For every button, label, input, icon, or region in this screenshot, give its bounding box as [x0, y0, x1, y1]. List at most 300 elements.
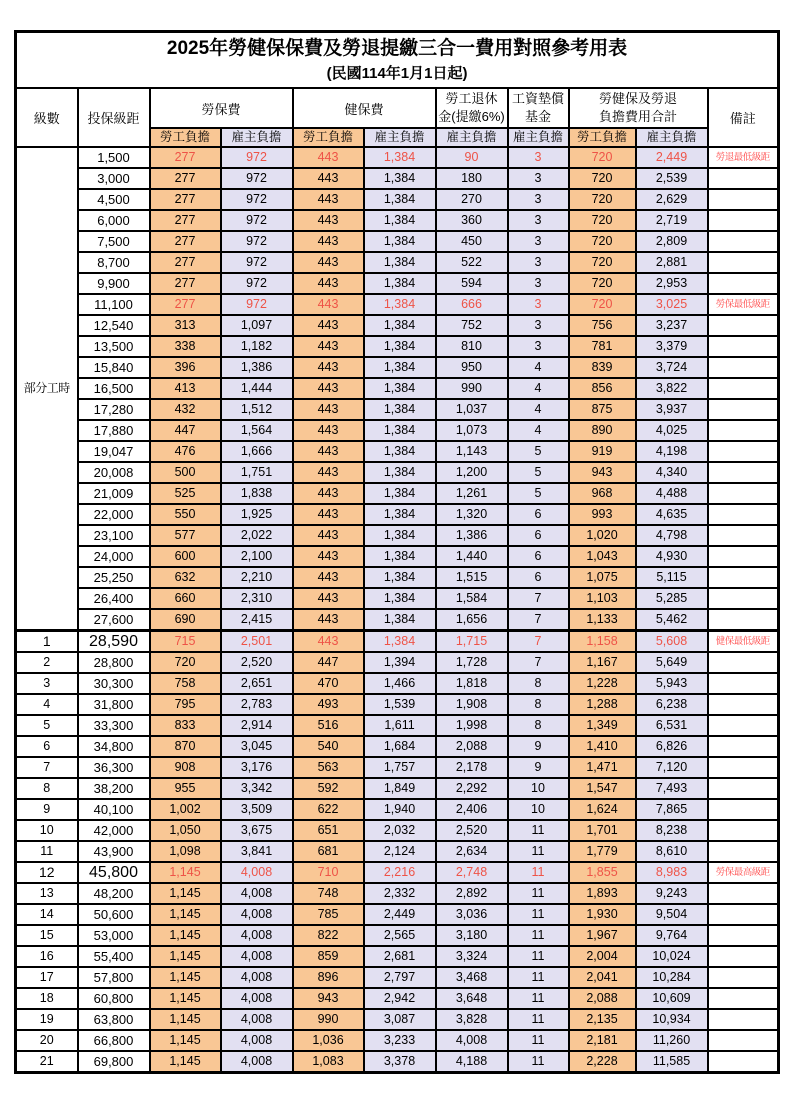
- labor-employee-cell: 476: [150, 441, 221, 462]
- labor-employer-cell: 2,310: [221, 588, 293, 609]
- health-employer-cell: 1,849: [364, 778, 436, 799]
- health-employee-cell: 443: [293, 399, 364, 420]
- labor-employer-cell: 4,008: [221, 1009, 293, 1030]
- total-employer-cell: 3,822: [636, 378, 708, 399]
- col-header-total: [569, 88, 708, 128]
- total-employer-cell: 4,488: [636, 483, 708, 504]
- pension-employer-cell: 522: [436, 252, 508, 273]
- level-cell: 13: [16, 883, 78, 904]
- table-row: [16, 336, 779, 357]
- bracket-cell: 53,000: [78, 925, 150, 946]
- remark-cell: [708, 799, 779, 820]
- health-employee-cell: 443: [293, 273, 364, 294]
- remark-cell: [708, 210, 779, 231]
- total-employee-cell: 720: [569, 252, 636, 273]
- remark-cell: [708, 652, 779, 673]
- table-row: [16, 715, 779, 736]
- total-employee-cell: 968: [569, 483, 636, 504]
- pension-employer-cell: 1,515: [436, 567, 508, 588]
- health-employee-cell: 443: [293, 546, 364, 567]
- remark-cell: [708, 588, 779, 609]
- wage-fund-employer-cell: 11: [508, 1009, 569, 1030]
- table-row: [16, 757, 779, 778]
- remark-cell: [708, 778, 779, 799]
- health-employee-cell: 443: [293, 189, 364, 210]
- remark-cell: [708, 988, 779, 1009]
- health-employer-cell: 1,384: [364, 147, 436, 168]
- total-employer-cell: 7,865: [636, 799, 708, 820]
- health-employer-cell: 1,384: [364, 252, 436, 273]
- remark-cell: [708, 336, 779, 357]
- wage-fund-employer-cell: 3: [508, 231, 569, 252]
- health-employee-cell: 443: [293, 336, 364, 357]
- health-employer-cell: 3,233: [364, 1030, 436, 1051]
- level-cell: 20: [16, 1030, 78, 1051]
- labor-employee-cell: 600: [150, 546, 221, 567]
- bracket-cell: 17,280: [78, 399, 150, 420]
- wage-fund-employer-cell: 10: [508, 778, 569, 799]
- health-employee-cell: 785: [293, 904, 364, 925]
- wage-fund-employer-cell: 4: [508, 420, 569, 441]
- pension-employer-cell: 2,178: [436, 757, 508, 778]
- remark-cell: [708, 189, 779, 210]
- health-employee-cell: 710: [293, 862, 364, 883]
- remark-cell: [708, 883, 779, 904]
- labor-employer-cell: 3,342: [221, 778, 293, 799]
- total-employer-cell: 10,284: [636, 967, 708, 988]
- total-employee-cell: 720: [569, 147, 636, 168]
- level-cell: 10: [16, 820, 78, 841]
- table-row: [16, 525, 779, 546]
- pension-employer-cell: 3,828: [436, 1009, 508, 1030]
- wage-fund-employer-cell: 11: [508, 883, 569, 904]
- labor-employer-cell: 2,651: [221, 673, 293, 694]
- labor-employee-cell: 955: [150, 778, 221, 799]
- bracket-cell: 9,900: [78, 273, 150, 294]
- pension-employer-cell: 450: [436, 231, 508, 252]
- wage-fund-employer-cell: 11: [508, 820, 569, 841]
- pension-employer-cell: 666: [436, 294, 508, 315]
- health-employer-cell: 1,384: [364, 483, 436, 504]
- table-row: [16, 567, 779, 588]
- wage-fund-employer-cell: 3: [508, 273, 569, 294]
- bracket-cell: 23,100: [78, 525, 150, 546]
- table-row: [16, 1009, 779, 1030]
- total-employee-cell: 1,471: [569, 757, 636, 778]
- table-row: [16, 378, 779, 399]
- remark-cell: [708, 546, 779, 567]
- bracket-cell: 26,400: [78, 588, 150, 609]
- col-header-wage-fund: [508, 88, 569, 128]
- labor-employer-cell: 2,783: [221, 694, 293, 715]
- health-employee-cell: 443: [293, 441, 364, 462]
- col-header-level: 級數: [16, 88, 78, 147]
- bracket-cell: 60,800: [78, 988, 150, 1009]
- health-employer-cell: 1,384: [364, 378, 436, 399]
- labor-employee-cell: 277: [150, 210, 221, 231]
- bracket-cell: 30,300: [78, 673, 150, 694]
- health-employee-cell: 990: [293, 1009, 364, 1030]
- total-employer-cell: 2,881: [636, 252, 708, 273]
- health-employee-cell: 859: [293, 946, 364, 967]
- remark-cell: [708, 315, 779, 336]
- bracket-cell: 48,200: [78, 883, 150, 904]
- table-row: [16, 231, 779, 252]
- total-employer-cell: 4,340: [636, 462, 708, 483]
- bracket-cell: 55,400: [78, 946, 150, 967]
- labor-employer-cell: 1,182: [221, 336, 293, 357]
- title-row: [16, 32, 779, 89]
- health-employee-cell: 592: [293, 778, 364, 799]
- pension-employer-cell: 990: [436, 378, 508, 399]
- table-row: [16, 315, 779, 336]
- health-employer-cell: 2,216: [364, 862, 436, 883]
- pension-employer-cell: 1,908: [436, 694, 508, 715]
- wage-fund-employer-cell: 11: [508, 925, 569, 946]
- remark-cell: [708, 441, 779, 462]
- labor-employee-cell: 632: [150, 567, 221, 588]
- bracket-cell: 69,800: [78, 1051, 150, 1073]
- table-row: [16, 988, 779, 1009]
- bracket-cell: 28,590: [78, 631, 150, 653]
- table-row: [16, 609, 779, 631]
- total-employer-cell: 5,462: [636, 609, 708, 631]
- table-row: [16, 1030, 779, 1051]
- labor-employee-cell: 277: [150, 252, 221, 273]
- level-cell: 6: [16, 736, 78, 757]
- total-employee-cell: 1,075: [569, 567, 636, 588]
- level-cell: 2: [16, 652, 78, 673]
- health-employer-cell: 1,384: [364, 441, 436, 462]
- labor-employer-cell: 4,008: [221, 862, 293, 883]
- bracket-cell: 45,800: [78, 862, 150, 883]
- labor-employee-cell: 277: [150, 231, 221, 252]
- bracket-cell: 17,880: [78, 420, 150, 441]
- level-cell: 3: [16, 673, 78, 694]
- header-line: 基金: [524, 109, 551, 124]
- remark-cell: [708, 420, 779, 441]
- remark-cell: [708, 820, 779, 841]
- level-cell: 19: [16, 1009, 78, 1030]
- table-row: [16, 147, 779, 168]
- pension-employer-cell: 1,143: [436, 441, 508, 462]
- pension-employer-cell: 950: [436, 357, 508, 378]
- bracket-cell: 13,500: [78, 336, 150, 357]
- table-row: [16, 820, 779, 841]
- wage-fund-employer-cell: 3: [508, 168, 569, 189]
- header-line: 工資墊償: [511, 91, 564, 106]
- pension-employer-cell: 90: [436, 147, 508, 168]
- total-employer-cell: 11,585: [636, 1051, 708, 1073]
- total-employee-cell: 2,181: [569, 1030, 636, 1051]
- wage-fund-employer-cell: 11: [508, 988, 569, 1009]
- pension-employer-cell: 752: [436, 315, 508, 336]
- total-employer-cell: 3,379: [636, 336, 708, 357]
- subheader-labor-employer: 雇主負擔: [221, 128, 293, 147]
- table-row: [16, 168, 779, 189]
- labor-employer-cell: 972: [221, 231, 293, 252]
- wage-fund-employer-cell: 3: [508, 336, 569, 357]
- health-employee-cell: 443: [293, 525, 364, 546]
- bracket-cell: 33,300: [78, 715, 150, 736]
- remark-cell: [708, 231, 779, 252]
- total-employer-cell: 6,531: [636, 715, 708, 736]
- total-employee-cell: 720: [569, 210, 636, 231]
- health-employer-cell: 1,384: [364, 210, 436, 231]
- wage-fund-employer-cell: 8: [508, 673, 569, 694]
- pension-employer-cell: 1,200: [436, 462, 508, 483]
- bracket-cell: 66,800: [78, 1030, 150, 1051]
- wage-fund-employer-cell: 11: [508, 841, 569, 862]
- labor-employee-cell: 690: [150, 609, 221, 631]
- table-row: [16, 778, 779, 799]
- health-employer-cell: 1,384: [364, 462, 436, 483]
- subheader-pension-employer: 雇主負擔: [436, 128, 508, 147]
- health-employee-cell: 1,036: [293, 1030, 364, 1051]
- table-row: [16, 357, 779, 378]
- fee-comparison-table: [14, 30, 780, 1074]
- remark-cell: [708, 462, 779, 483]
- total-employer-cell: 9,243: [636, 883, 708, 904]
- level-cell: 18: [16, 988, 78, 1009]
- health-employer-cell: 2,942: [364, 988, 436, 1009]
- labor-employee-cell: 1,050: [150, 820, 221, 841]
- health-employee-cell: 443: [293, 462, 364, 483]
- health-employee-cell: 443: [293, 588, 364, 609]
- table-row: [16, 504, 779, 525]
- health-employee-cell: 493: [293, 694, 364, 715]
- health-employer-cell: 1,384: [364, 315, 436, 336]
- bracket-cell: 12,540: [78, 315, 150, 336]
- total-employer-cell: 3,025: [636, 294, 708, 315]
- labor-employer-cell: 4,008: [221, 967, 293, 988]
- labor-employee-cell: 1,145: [150, 904, 221, 925]
- subheader-total-employer: 雇主負擔: [636, 128, 708, 147]
- health-employer-cell: 1,384: [364, 336, 436, 357]
- table-row: [16, 673, 779, 694]
- remark-cell: [708, 925, 779, 946]
- wage-fund-employer-cell: 7: [508, 652, 569, 673]
- pension-employer-cell: 2,088: [436, 736, 508, 757]
- table-row: [16, 189, 779, 210]
- labor-employee-cell: 1,002: [150, 799, 221, 820]
- total-employer-cell: 9,504: [636, 904, 708, 925]
- health-employee-cell: 443: [293, 504, 364, 525]
- health-employer-cell: 1,384: [364, 273, 436, 294]
- header-row-groups: [16, 88, 779, 128]
- pension-employer-cell: 3,180: [436, 925, 508, 946]
- wage-fund-employer-cell: 4: [508, 399, 569, 420]
- total-employee-cell: 1,893: [569, 883, 636, 904]
- total-employer-cell: 7,493: [636, 778, 708, 799]
- labor-employee-cell: 1,145: [150, 1030, 221, 1051]
- total-employer-cell: 9,764: [636, 925, 708, 946]
- labor-employer-cell: 2,501: [221, 631, 293, 653]
- wage-fund-employer-cell: 9: [508, 757, 569, 778]
- total-employee-cell: 1,020: [569, 525, 636, 546]
- wage-fund-employer-cell: 7: [508, 588, 569, 609]
- health-employer-cell: 1,384: [364, 609, 436, 631]
- pension-employer-cell: 2,406: [436, 799, 508, 820]
- wage-fund-employer-cell: 3: [508, 210, 569, 231]
- labor-employer-cell: 2,914: [221, 715, 293, 736]
- bracket-cell: 40,100: [78, 799, 150, 820]
- labor-employer-cell: 4,008: [221, 1051, 293, 1073]
- health-employer-cell: 2,449: [364, 904, 436, 925]
- total-employee-cell: 919: [569, 441, 636, 462]
- health-employee-cell: 447: [293, 652, 364, 673]
- total-employer-cell: 10,609: [636, 988, 708, 1009]
- pension-employer-cell: 2,748: [436, 862, 508, 883]
- health-employer-cell: 2,032: [364, 820, 436, 841]
- health-employee-cell: 470: [293, 673, 364, 694]
- table-row: [16, 210, 779, 231]
- header-line: 金(提繳6%): [438, 109, 505, 124]
- level-cell: 12: [16, 862, 78, 883]
- total-employer-cell: 2,719: [636, 210, 708, 231]
- remark-cell: [708, 525, 779, 546]
- wage-fund-employer-cell: 11: [508, 967, 569, 988]
- pension-employer-cell: 1,728: [436, 652, 508, 673]
- health-employee-cell: 681: [293, 841, 364, 862]
- labor-employer-cell: 1,386: [221, 357, 293, 378]
- labor-employer-cell: 1,925: [221, 504, 293, 525]
- col-header-labor-insurance: 勞保費: [150, 88, 293, 128]
- health-employee-cell: 943: [293, 988, 364, 1009]
- subheader-health-employee: 勞工負擔: [293, 128, 364, 147]
- table-row: [16, 652, 779, 673]
- total-employer-cell: 5,608: [636, 631, 708, 653]
- wage-fund-employer-cell: 11: [508, 904, 569, 925]
- pension-employer-cell: 3,468: [436, 967, 508, 988]
- labor-employee-cell: 432: [150, 399, 221, 420]
- health-employee-cell: 896: [293, 967, 364, 988]
- total-employee-cell: 1,547: [569, 778, 636, 799]
- health-employer-cell: 3,087: [364, 1009, 436, 1030]
- level-cell: 9: [16, 799, 78, 820]
- health-employee-cell: 748: [293, 883, 364, 904]
- labor-employee-cell: 277: [150, 147, 221, 168]
- wage-fund-employer-cell: 11: [508, 862, 569, 883]
- labor-employer-cell: 4,008: [221, 883, 293, 904]
- total-employee-cell: 2,135: [569, 1009, 636, 1030]
- total-employer-cell: 10,934: [636, 1009, 708, 1030]
- bracket-cell: 7,500: [78, 231, 150, 252]
- table-body: [16, 147, 779, 1073]
- remark-cell: [708, 273, 779, 294]
- health-employer-cell: 1,384: [364, 189, 436, 210]
- total-employer-cell: 4,198: [636, 441, 708, 462]
- health-employee-cell: 443: [293, 420, 364, 441]
- col-header-health-insurance: 健保費: [293, 88, 436, 128]
- table-row: [16, 631, 779, 653]
- total-employer-cell: 5,285: [636, 588, 708, 609]
- level-cell: 1: [16, 631, 78, 653]
- wage-fund-employer-cell: 3: [508, 147, 569, 168]
- total-employer-cell: 3,237: [636, 315, 708, 336]
- remark-cell: [708, 168, 779, 189]
- labor-employee-cell: 396: [150, 357, 221, 378]
- level-cell: 7: [16, 757, 78, 778]
- remark-cell: [708, 736, 779, 757]
- labor-employee-cell: 338: [150, 336, 221, 357]
- labor-employer-cell: 4,008: [221, 904, 293, 925]
- health-employer-cell: 1,394: [364, 652, 436, 673]
- level-cell: 11: [16, 841, 78, 862]
- total-employee-cell: 839: [569, 357, 636, 378]
- health-employee-cell: 516: [293, 715, 364, 736]
- pension-employer-cell: 1,037: [436, 399, 508, 420]
- total-employee-cell: 890: [569, 420, 636, 441]
- wage-fund-employer-cell: 7: [508, 609, 569, 631]
- labor-employer-cell: 1,838: [221, 483, 293, 504]
- table-row: [16, 694, 779, 715]
- pension-employer-cell: 3,036: [436, 904, 508, 925]
- labor-employer-cell: 972: [221, 273, 293, 294]
- header-line: 負擔費用合計: [598, 109, 677, 124]
- wage-fund-employer-cell: 5: [508, 483, 569, 504]
- total-employer-cell: 5,115: [636, 567, 708, 588]
- health-employee-cell: 540: [293, 736, 364, 757]
- table-row: [16, 967, 779, 988]
- bracket-cell: 34,800: [78, 736, 150, 757]
- health-employee-cell: 1,083: [293, 1051, 364, 1073]
- pension-employer-cell: 1,998: [436, 715, 508, 736]
- health-employer-cell: 1,384: [364, 567, 436, 588]
- labor-employer-cell: 2,100: [221, 546, 293, 567]
- remark-cell: [708, 715, 779, 736]
- wage-fund-employer-cell: 3: [508, 315, 569, 336]
- labor-employee-cell: 1,145: [150, 925, 221, 946]
- bracket-cell: 22,000: [78, 504, 150, 525]
- total-employer-cell: 7,120: [636, 757, 708, 778]
- remark-cell: 健保最低級距: [708, 631, 779, 653]
- health-employee-cell: 443: [293, 147, 364, 168]
- pension-employer-cell: 270: [436, 189, 508, 210]
- bracket-cell: 24,000: [78, 546, 150, 567]
- level-cell: 14: [16, 904, 78, 925]
- remark-cell: [708, 904, 779, 925]
- wage-fund-employer-cell: 4: [508, 357, 569, 378]
- pension-employer-cell: 1,261: [436, 483, 508, 504]
- health-employee-cell: 443: [293, 294, 364, 315]
- pension-employer-cell: 594: [436, 273, 508, 294]
- total-employee-cell: 1,158: [569, 631, 636, 653]
- remark-cell: [708, 378, 779, 399]
- labor-employee-cell: 1,098: [150, 841, 221, 862]
- labor-employer-cell: 1,444: [221, 378, 293, 399]
- health-employee-cell: 443: [293, 168, 364, 189]
- pension-employer-cell: 4,008: [436, 1030, 508, 1051]
- total-employee-cell: 720: [569, 168, 636, 189]
- total-employer-cell: 5,649: [636, 652, 708, 673]
- bracket-cell: 1,500: [78, 147, 150, 168]
- remark-cell: 勞保最低級距: [708, 294, 779, 315]
- labor-employee-cell: 1,145: [150, 988, 221, 1009]
- labor-employer-cell: 1,666: [221, 441, 293, 462]
- bracket-cell: 31,800: [78, 694, 150, 715]
- labor-employee-cell: 720: [150, 652, 221, 673]
- health-employer-cell: 1,384: [364, 546, 436, 567]
- bracket-cell: 25,250: [78, 567, 150, 588]
- total-employer-cell: 10,024: [636, 946, 708, 967]
- bracket-cell: 27,600: [78, 609, 150, 631]
- table-row: [16, 399, 779, 420]
- table-title-cell: [16, 32, 779, 89]
- pension-employer-cell: 2,892: [436, 883, 508, 904]
- total-employer-cell: 4,798: [636, 525, 708, 546]
- labor-employee-cell: 313: [150, 315, 221, 336]
